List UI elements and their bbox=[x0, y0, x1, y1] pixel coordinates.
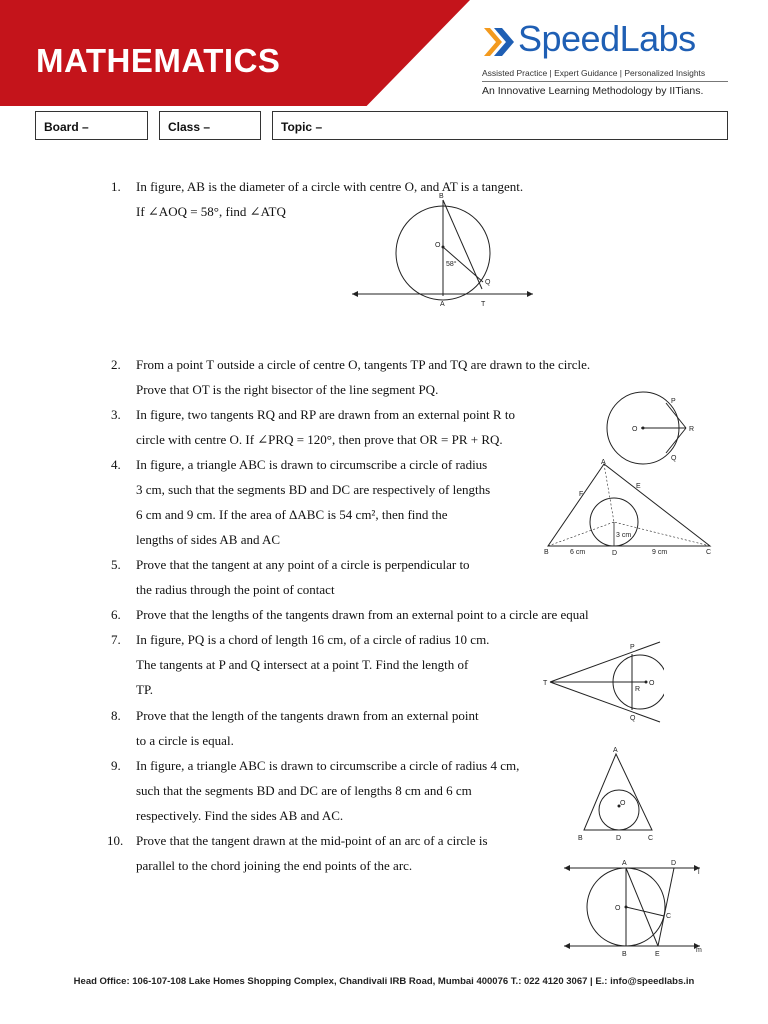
footer-contact: Head Office: 106-107-108 Lake Homes Shopping Complex, Chandivali IRB Road, Mumbai 400076 T.: 022 4120 3067 | E.: info@speedlabs.in bbox=[73, 976, 695, 987]
question-number: 10. bbox=[107, 833, 124, 848]
question-text: the radius through the point of contact bbox=[136, 582, 335, 597]
logo-name: SpeedLabs bbox=[518, 18, 696, 59]
fig10-label: E bbox=[655, 951, 660, 958]
fig1-label: A bbox=[440, 301, 445, 308]
question-number: 6. bbox=[111, 607, 121, 622]
question-text: Prove that the tangent drawn at the mid-point of an arc of a circle is bbox=[136, 833, 488, 848]
question-8 bbox=[111, 708, 479, 749]
fig7-label: O bbox=[649, 680, 655, 687]
fig10-label: A bbox=[622, 860, 627, 867]
question-9 bbox=[111, 758, 519, 824]
speedlabs-logo bbox=[480, 18, 740, 104]
question-text: From a point T outside a circle of centre O, tangents TP and TQ are drawn to the circle. bbox=[136, 357, 591, 372]
question-text: 6 cm and 9 cm. If the area of ΔABC is 54 cm², then find the bbox=[136, 507, 448, 522]
fig1-label: 58° bbox=[446, 261, 457, 268]
question-text: TP. bbox=[136, 682, 153, 697]
figure-10-diagram bbox=[560, 858, 710, 960]
question-number: 7. bbox=[111, 632, 121, 647]
fig3-label: O bbox=[632, 426, 638, 433]
question-number: 1. bbox=[111, 179, 121, 194]
fig10-label: C bbox=[666, 913, 672, 920]
fig1-label: B bbox=[439, 193, 444, 200]
figure-4-diagram bbox=[542, 458, 714, 558]
question-2 bbox=[111, 357, 590, 398]
fig9-label: B bbox=[578, 835, 583, 842]
fig7-label: P bbox=[630, 644, 635, 651]
fig9-label: D bbox=[616, 835, 622, 842]
fig10-label: l bbox=[698, 869, 700, 876]
figure-7-diagram bbox=[542, 638, 664, 724]
fig4-label: D bbox=[612, 550, 618, 557]
fig3-label: R bbox=[689, 426, 695, 433]
fig10-label: O bbox=[615, 905, 621, 912]
board-label: Board – bbox=[44, 120, 89, 134]
topic-field[interactable] bbox=[272, 111, 728, 140]
question-text: If ∠AOQ = 58°, find ∠ATQ bbox=[136, 204, 286, 219]
fig7-label: Q bbox=[630, 715, 636, 722]
question-text: In figure, two tangents RQ and RP are drawn from an external point R to bbox=[136, 407, 515, 422]
question-3 bbox=[111, 407, 515, 448]
logo-divider bbox=[482, 81, 728, 82]
figure-1-diagram bbox=[350, 186, 535, 312]
fig3-label: P bbox=[671, 398, 676, 405]
logo-tagline: Assisted Practice | Expert Guidance | Personalized Insights bbox=[482, 68, 706, 78]
question-text: Prove that the lengths of the tangents drawn from an external point to a circle are equal bbox=[136, 607, 589, 622]
question-text: lengths of sides AB and AC bbox=[136, 532, 281, 547]
fig4-label: F bbox=[579, 491, 584, 498]
fig9-label: C bbox=[648, 835, 654, 842]
question-text: circle with centre O. If ∠PRQ = 120°, then prove that OR = PR + RQ. bbox=[136, 432, 503, 447]
question-number: 8. bbox=[111, 708, 121, 723]
fig9-label: A bbox=[613, 747, 618, 754]
question-text: parallel to the chord joining the end points of the arc. bbox=[136, 858, 413, 873]
question-10 bbox=[107, 833, 488, 874]
fig4-label: 3 cm bbox=[616, 532, 632, 539]
fig3-label: Q bbox=[671, 455, 677, 462]
question-text: Prove that the tangent at any point of a circle is perpendicular to bbox=[136, 557, 470, 572]
speedlabs-chevron-icon bbox=[482, 26, 516, 58]
question-text: The tangents at P and Q intersect at a point T. Find the length of bbox=[136, 657, 469, 672]
question-text: In figure, PQ is a chord of length 16 cm, of a circle of radius 10 cm. bbox=[136, 632, 490, 647]
question-6 bbox=[111, 607, 589, 623]
question-text: Prove that OT is the right bisector of the line segment PQ. bbox=[136, 382, 439, 397]
topic-label: Topic – bbox=[281, 120, 323, 134]
question-number: 9. bbox=[111, 758, 121, 773]
question-text: In figure, a triangle ABC is drawn to circumscribe a circle of radius bbox=[136, 457, 488, 472]
fig4-label: 9 cm bbox=[652, 549, 668, 556]
question-text: to a circle is equal. bbox=[136, 733, 234, 748]
question-text: In figure, AB is the diameter of a circle with centre O, and AT is a tangent. bbox=[136, 179, 524, 194]
question-7 bbox=[111, 632, 489, 698]
fig4-label: C bbox=[706, 549, 712, 556]
fig10-label: D bbox=[671, 860, 677, 867]
fig10-label: m bbox=[696, 947, 702, 954]
question-text: In figure, a triangle ABC is drawn to circumscribe a circle of radius 4 cm, bbox=[136, 758, 520, 773]
fig7-label: R bbox=[635, 686, 641, 693]
fig1-label: O bbox=[435, 242, 441, 249]
fig4-label: 6 cm bbox=[570, 549, 586, 556]
question-number: 2. bbox=[111, 357, 121, 372]
fig7-label: T bbox=[543, 680, 548, 687]
fig1-label: T bbox=[481, 301, 486, 308]
fig1-label: Q bbox=[485, 279, 491, 286]
fig10-label: B bbox=[622, 951, 627, 958]
page-title: MATHEMATICS bbox=[36, 42, 281, 79]
fig9-label: O bbox=[620, 800, 626, 807]
question-text: 3 cm, such that the segments BD and DC are respectively of lengths bbox=[136, 482, 491, 497]
fig4-label: E bbox=[636, 483, 641, 490]
figure-3-diagram bbox=[604, 389, 712, 469]
question-number: 4. bbox=[111, 457, 121, 472]
fig4-label: A bbox=[601, 459, 606, 466]
figure-9-diagram bbox=[570, 744, 660, 844]
question-4 bbox=[111, 457, 490, 548]
logo-subtitle: An Innovative Learning Methodology by IITians. bbox=[482, 85, 704, 97]
question-text: Prove that the length of the tangents drawn from an external point bbox=[136, 708, 479, 723]
class-field[interactable] bbox=[159, 111, 261, 140]
question-text: such that the segments BD and DC are of lengths 8 cm and 6 cm bbox=[136, 783, 472, 798]
question-number: 3. bbox=[111, 407, 121, 422]
fig4-label: B bbox=[544, 549, 549, 556]
question-number: 5. bbox=[111, 557, 121, 572]
question-5 bbox=[111, 557, 470, 598]
class-label: Class – bbox=[168, 120, 211, 134]
question-text: respectively. Find the sides AB and AC. bbox=[136, 808, 344, 823]
board-field[interactable] bbox=[35, 111, 148, 140]
